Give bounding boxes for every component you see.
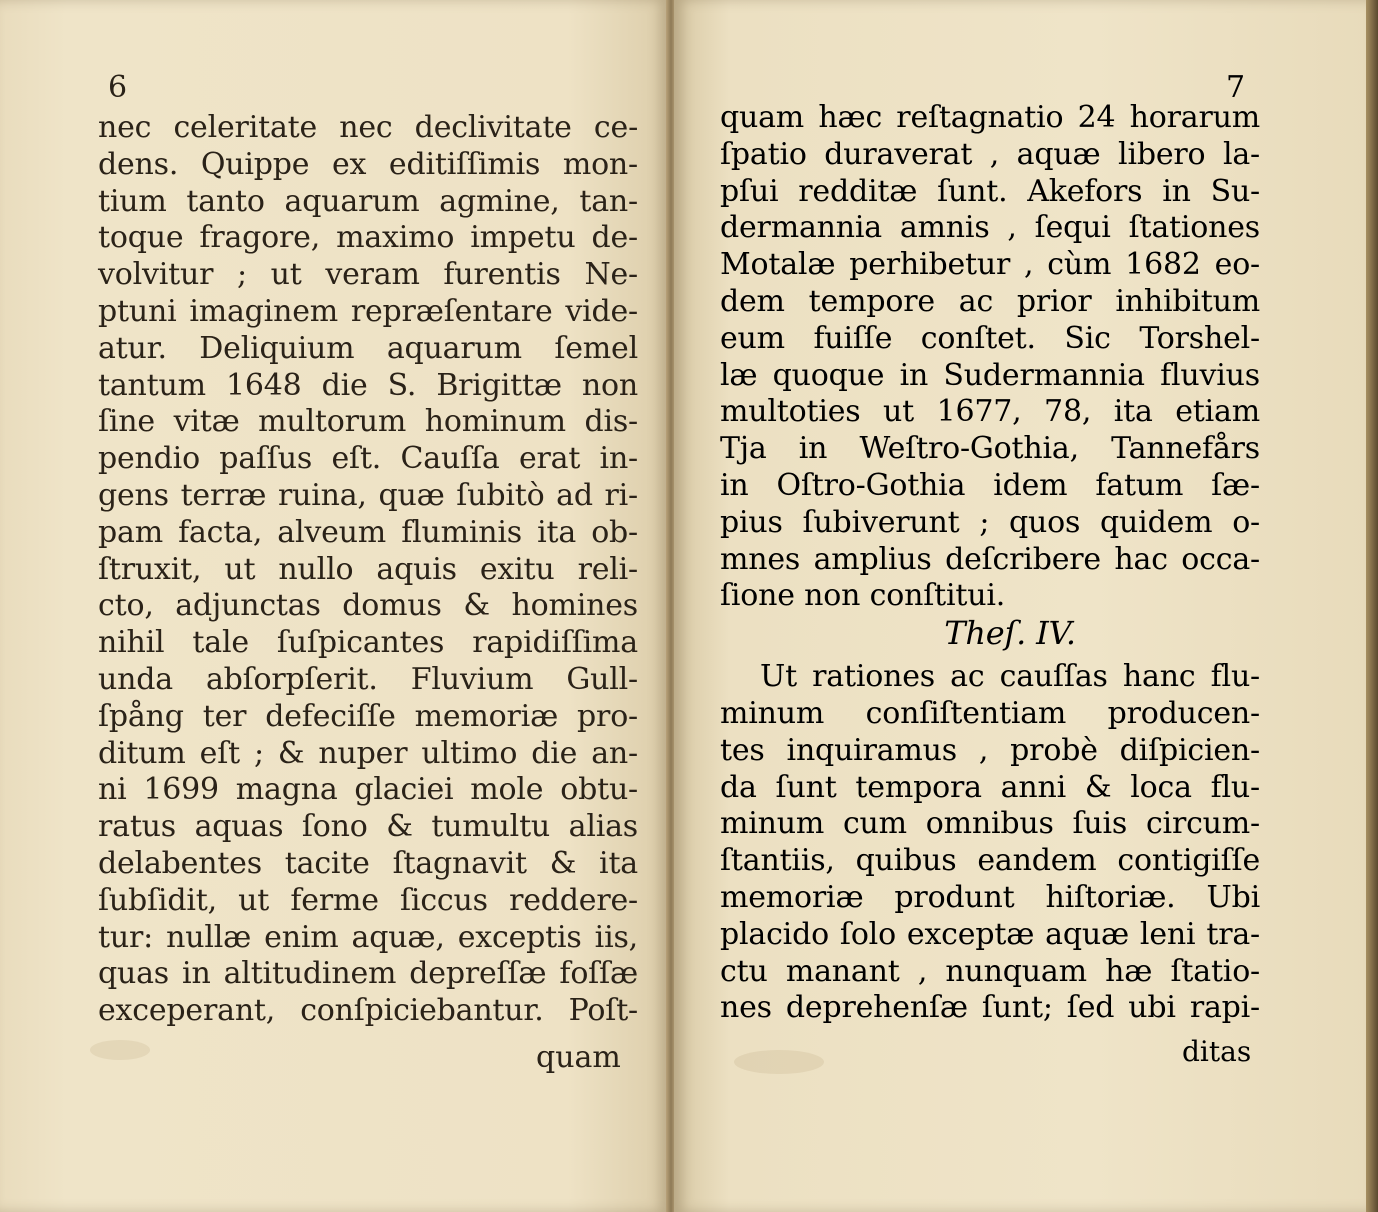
text-line: nihil tale ſuſpicantes rapidiſſima <box>98 625 638 661</box>
text-line: ni 1699 magna glaciei mole obtu- <box>98 772 638 808</box>
text-line: tes inquiramus , probè diſpicien- <box>720 732 1260 768</box>
page-number: 7 <box>1226 70 1246 105</box>
text-line: cto, adjunctas domus & homines <box>98 588 638 624</box>
text-line: tur: nullæ enim aquæ, exceptis iis, <box>98 919 638 955</box>
text-line: toque fragore, maximo impetu de- <box>98 220 638 256</box>
left-page-body <box>98 110 638 1030</box>
text-line: ſpatio duraverat , aquæ libero la- <box>720 136 1260 172</box>
right-page-body <box>720 100 1260 1027</box>
catchword: quam <box>536 1040 621 1075</box>
text-line: quam hæc reſtagnatio 24 horarum <box>720 100 1260 135</box>
section-heading: Theſ. IV. <box>944 614 1076 653</box>
text-line: in Oſtro-Gothia idem fatum ſæ- <box>720 467 1260 503</box>
text-line: dem tempore ac prior inhibitum <box>720 283 1260 319</box>
page-edge <box>1366 0 1378 1212</box>
text-line: Tja in Weſtro-Gothia, Tannefårs <box>720 431 1260 467</box>
stain <box>734 1050 824 1074</box>
text-line: tium tanto aquarum agmine, tan- <box>98 183 638 219</box>
text-line: atur. Deliquium aquarum ſemel <box>98 330 638 366</box>
left-page <box>0 0 668 1212</box>
text-line: ſione non conſtitui. <box>720 578 1006 614</box>
text-line: ctu manant , nunquam hæ ſtatio- <box>720 953 1260 989</box>
text-line: multoties ut 1677, 78, ita etiam <box>720 394 1260 430</box>
text-line: pius ſubiverunt ; quos quidem o- <box>720 504 1260 540</box>
text-line: exceperant, conſpiciebantur. Poſt- <box>98 993 638 1029</box>
text-line: ptuni imaginem repræſentare vide- <box>98 293 638 329</box>
text-line: ſtantiis, quibus eandem contigiſſe <box>720 843 1260 879</box>
text-line: delabentes tacite ſtagnavit & ita <box>98 845 638 881</box>
text-line: gens terræ ruina, quæ ſubitò ad ri- <box>98 477 638 513</box>
text-line: minum conſiſtentiam producen- <box>720 695 1260 731</box>
text-line: tantum 1648 die S. Brigittæ non <box>98 367 638 403</box>
text-line: Motalæ perhibetur , cùm 1682 eo- <box>720 247 1260 283</box>
text-line: da ſunt tempora anni & loca flu- <box>720 769 1260 805</box>
text-line: quas in altitudinem depreſſæ foſſæ <box>98 956 638 992</box>
text-line: pam facta, alveum fluminis ita ob- <box>98 514 638 550</box>
text-line: læ quoque in Sudermannia fluvius <box>720 357 1260 393</box>
stain <box>90 1040 150 1060</box>
text-line: nes deprehenſæ ſunt; ſed ubi rapi- <box>720 990 1260 1026</box>
text-line: mnes amplius deſcribere hac occa- <box>720 541 1260 577</box>
text-line: ſubſidit, ut ferme ſiccus reddere- <box>98 882 638 918</box>
text-line: minum cum omnibus ſuis circum- <box>720 806 1260 842</box>
text-line: ſtruxit, ut nullo aquis exitu reli- <box>98 551 638 587</box>
text-line: ſpång ter defeciſſe memoriæ pro- <box>98 698 638 734</box>
text-line: dens. Quippe ex editiſſimis mon- <box>98 146 638 182</box>
text-line: nec celeritate nec declivitate ce- <box>98 110 638 145</box>
text-line: ratus aquas ſono & tumultu alias <box>98 809 638 845</box>
text-line: unda abſorpſerit. Fluvium Gull- <box>98 661 638 697</box>
text-line: memoriæ produnt hiſtoriæ. Ubi <box>720 879 1260 915</box>
text-line: eum fuiſſe conſtet. Sic Torshel- <box>720 320 1260 356</box>
text-line: ditum eſt ; & nuper ultimo die an- <box>98 735 638 771</box>
text-line: ſine vitæ multorum hominum dis- <box>98 404 638 440</box>
text-line: pendio paſſus eſt. Cauſſa erat in- <box>98 441 638 477</box>
text-line: pſui redditæ ſunt. Akefors in Su- <box>720 173 1260 209</box>
catchword: ditas <box>1182 1035 1252 1068</box>
text-line: volvitur ; ut veram furentis Ne- <box>98 257 638 293</box>
text-line: placido ſolo exceptæ aquæ leni tra- <box>720 916 1260 952</box>
page-number: 6 <box>108 70 128 105</box>
text-line: Ut rationes ac cauſſas hanc flu- <box>760 659 1260 695</box>
text-line: dermannia amnis , ſequi ſtationes <box>720 210 1260 246</box>
